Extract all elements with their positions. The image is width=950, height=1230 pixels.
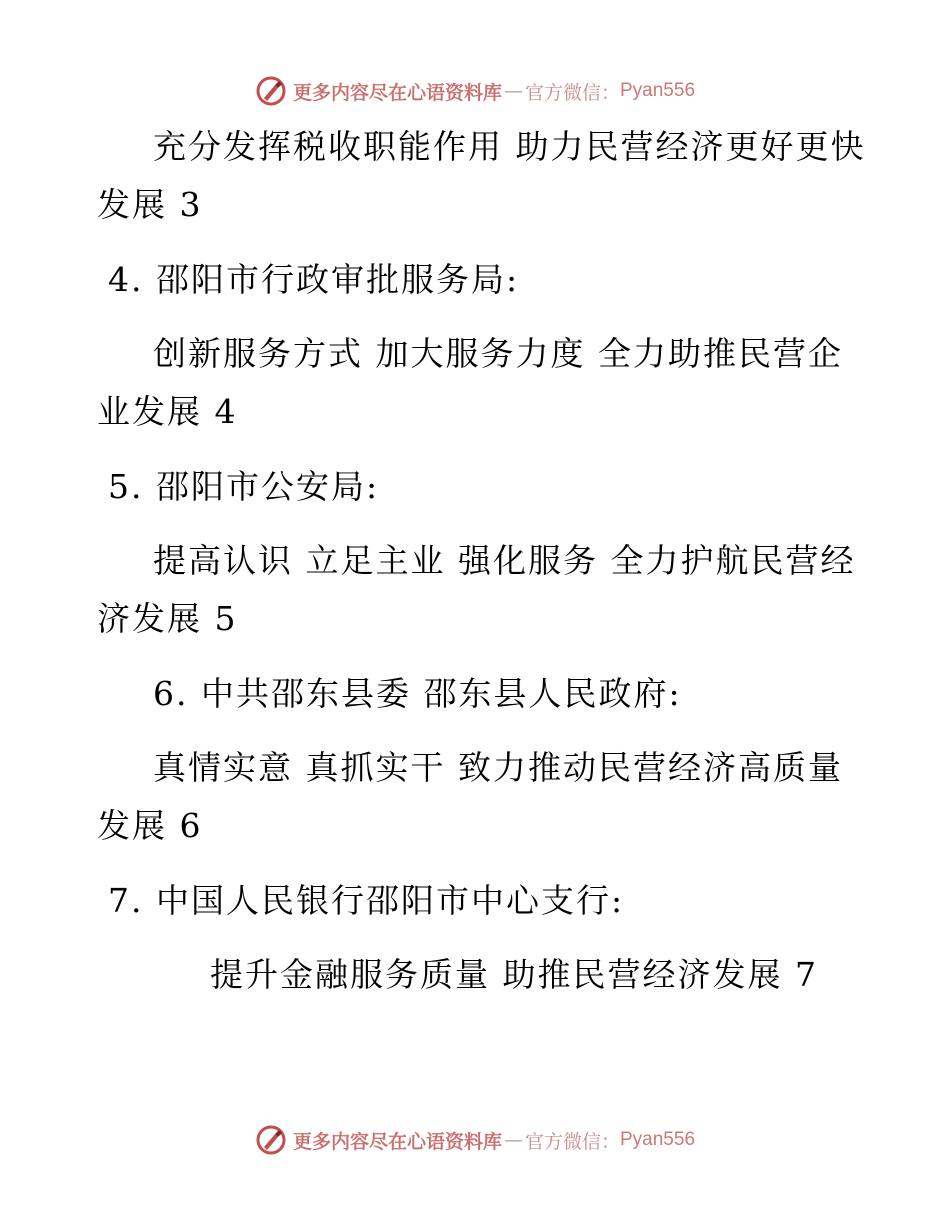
watermark-footer [0,1120,950,1160]
watermark-text: 更多内容尽在心语资料库 [292,81,502,104]
pen-logo-icon [255,1124,287,1156]
toc-entry-4-line2: 业发展 4 [97,392,238,431]
watermark-dash: — [503,1129,523,1151]
toc-heading-5: 5. 邵阳市公安局: [108,467,380,506]
watermark-text: 更多内容尽在心语资料库 [292,1130,502,1153]
toc-entry-3-line2: 发展 3 [97,185,203,224]
toc-heading-7: 7. 中国人民银行邵阳市中心支行: [108,881,625,920]
watermark-header [0,71,950,111]
toc-entry-6-line2: 发展 6 [97,806,203,845]
watermark-dash: — [503,80,523,102]
watermark-contact-id: Pyan556 [620,80,696,101]
watermark-contact-label: 官方微信： [524,1130,620,1153]
toc-entry-5-line1: 提高认识 立足主业 强化服务 全力护航民营经 [153,541,856,580]
toc-entry-6-line1: 真情实意 真抓实干 致力推动民营经济高质量 [153,748,843,787]
toc-entry-5-line2: 济发展 5 [97,599,238,638]
toc-heading-4: 4. 邵阳市行政审批服务局: [108,260,520,299]
toc-entry-7-line1: 提升金融服务质量 助推民营经济发展 7 [210,955,818,994]
pen-logo-icon [255,75,287,107]
toc-entry-3-line1: 充分发挥税收职能作用 助力民营经济更好更快 [153,127,866,166]
watermark-contact-id: Pyan556 [620,1129,696,1150]
toc-entry-4-line1: 创新服务方式 加大服务力度 全力助推民营企 [153,334,843,373]
toc-heading-6: 6. 中共邵东县委 邵东县人民政府: [153,674,682,713]
watermark-contact-label: 官方微信： [524,81,620,104]
